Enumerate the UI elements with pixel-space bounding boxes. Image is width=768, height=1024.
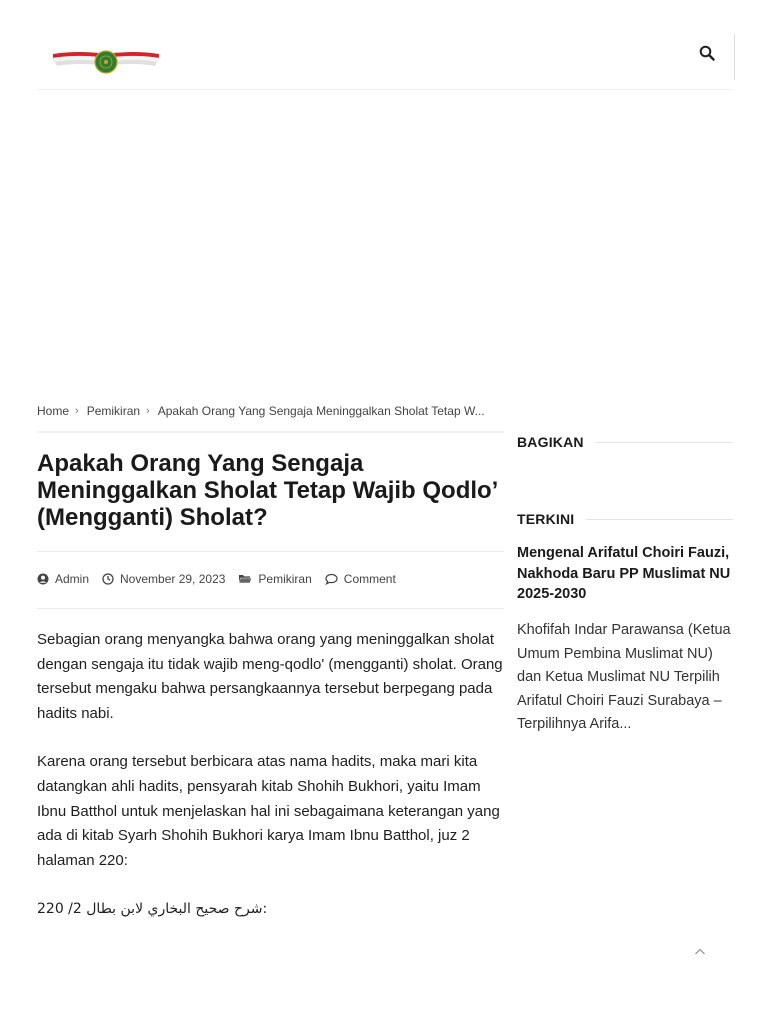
meta-category [238, 572, 311, 586]
scroll-to-top-button[interactable] [690, 942, 710, 962]
recent-post-title[interactable]: Mengenal Arifatul Choiri Fauzi, Nakhoda Baru PP Muslimat NU 2025-2030 [517, 545, 731, 602]
article-paragraph: Sebagian orang menyangka bahwa orang yang meninggalkan sholat dengan sengaja itu tidak wajib meng-qodlo' (mengganti) sholat. Orang tersebut mengaku bahwa persangkaannya tersebut berpegang pada hadits nabi. [37, 631, 503, 722]
folder-icon [238, 573, 252, 585]
meta-comment [325, 572, 396, 586]
heading-divider [596, 442, 733, 443]
breadcrumb-category[interactable]: Pemikiran [86, 404, 141, 418]
widget-heading [517, 432, 733, 452]
recent-post-excerpt: Khofifah Indar Parawansa (Ketua Umum Pembina Muslimat NU) dan Ketua Muslimat NU Terpilih Arifatul Choiri Fauzi Surabaya – Terpilihnya Arifa... [517, 622, 731, 732]
recent-heading: TERKINI [517, 511, 575, 527]
article-meta [37, 570, 409, 588]
chevron-up-icon [690, 942, 710, 962]
category-link[interactable]: Pemikiran [258, 572, 312, 586]
share-widget [517, 432, 733, 452]
user-circle-icon [37, 573, 49, 585]
date-text: November 29, 2023 [120, 572, 226, 586]
meta-date [102, 572, 225, 586]
comment-link[interactable]: Comment [343, 572, 396, 586]
breadcrumb-current: Apakah Orang Yang Sengaja Meninggalkan Sholat Tetap W... [157, 404, 485, 418]
search-button[interactable] [699, 45, 719, 65]
divider [37, 431, 504, 433]
breadcrumb-home[interactable]: Home [37, 404, 70, 418]
widget-heading [517, 509, 733, 529]
arabic-reference: 220 /2 شرح صحيح البخاري لابن بطال: [37, 901, 268, 918]
recent-posts-widget [517, 509, 733, 732]
divider [37, 551, 504, 552]
meta-author [37, 572, 89, 586]
clock-icon [102, 573, 114, 585]
breadcrumb [37, 403, 504, 419]
search-icon [699, 45, 715, 61]
author-link[interactable]: Admin [55, 572, 90, 586]
share-heading: BAGIKAN [517, 434, 584, 450]
heading-divider [586, 519, 733, 520]
header-divider [734, 34, 735, 80]
site-header [37, 0, 733, 90]
site-logo[interactable] [51, 48, 161, 76]
article-paragraph: Karena orang tersebut berbicara atas nama hadits, maka mari kita datangkan ahli hadits, pensyarah kitab Shohih Bukhori, yaitu Imam Ibnu Batthol untuk menjelaskan hal ini sebagaimana keterangan yang ada di kitab Syarh Shohih Bukhori karya Imam Ibnu Batthol, juz 2 halaman 220: [37, 753, 500, 869]
divider [37, 608, 504, 609]
chevron-right-icon: › [146, 405, 150, 417]
article-title: Apakah Orang Yang Sengaja Meninggalkan Sholat Tetap Wajib Qodlo’ (Mengganti) Sholat? [37, 450, 498, 531]
comment-icon [325, 573, 338, 585]
chevron-right-icon: › [75, 405, 79, 417]
article-body [37, 628, 507, 946]
